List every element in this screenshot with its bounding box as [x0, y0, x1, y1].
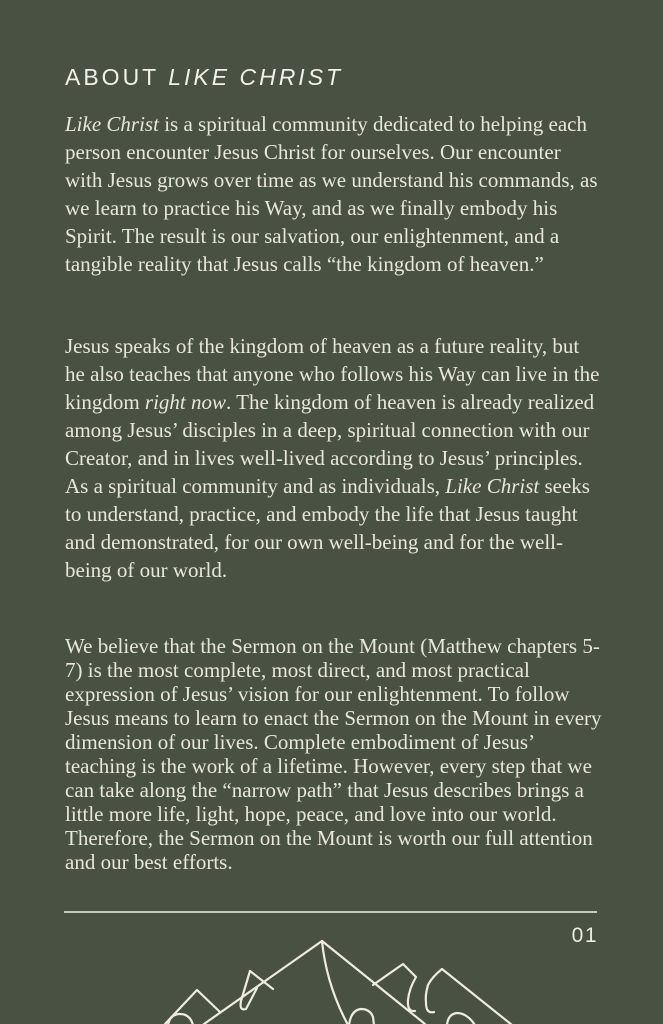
mountain-line-art-icon: [142, 929, 522, 1024]
paragraph-kingdom-of-heaven: Jesus speaks of the kingdom of heaven as a future reality, but he also teaches that anyone who follows his Way can live in the kingdom right now. The kingdom of heaven is already realized among Jesus’ disciples in a deep, spiritual connection with our Creator, and in lives well-lived according to Jesus’ principles. As a spiritual community and as individuals, Like Christ seeks to understand, practice, and embody the life that Jesus taught and demonstrated, for our own well-being and for the well-being of our world.: [65, 334, 600, 582]
page-number: 01: [571, 924, 598, 947]
page-title: ABOUT LIKE CHRIST: [65, 64, 344, 90]
paragraph-sermon-on-the-mount: We believe that the Sermon on the Mount (Matthew chapters 5-7) is the most complete, most direct, and most practical expression of Jesus’ vision for our enlightenment. To follow Jesus means to learn to enact the Sermon on the Mount in every dimension of our lives. Complete embodiment of Jesus’ teaching is the work of a lifetime. However, every step that we can take along the “narrow path” that Jesus describes brings a little more life, light, hope, peace, and love into our world. Therefore, the Sermon on the Mount is worth our full attention and our best efforts.: [65, 634, 602, 874]
paragraph-community-intro: Like Christ is a spiritual community dedicated to helping each person encounter Jesus Christ for ourselves. Our encounter with Jesus grows over time as we understand his commands, as we learn to practice his Way, and as we finally embody his Spirit. The result is our salvation, our enlightenment, and a tangible reality that Jesus calls “the kingdom of heaven.”: [65, 112, 598, 276]
footer-divider: [64, 911, 597, 913]
